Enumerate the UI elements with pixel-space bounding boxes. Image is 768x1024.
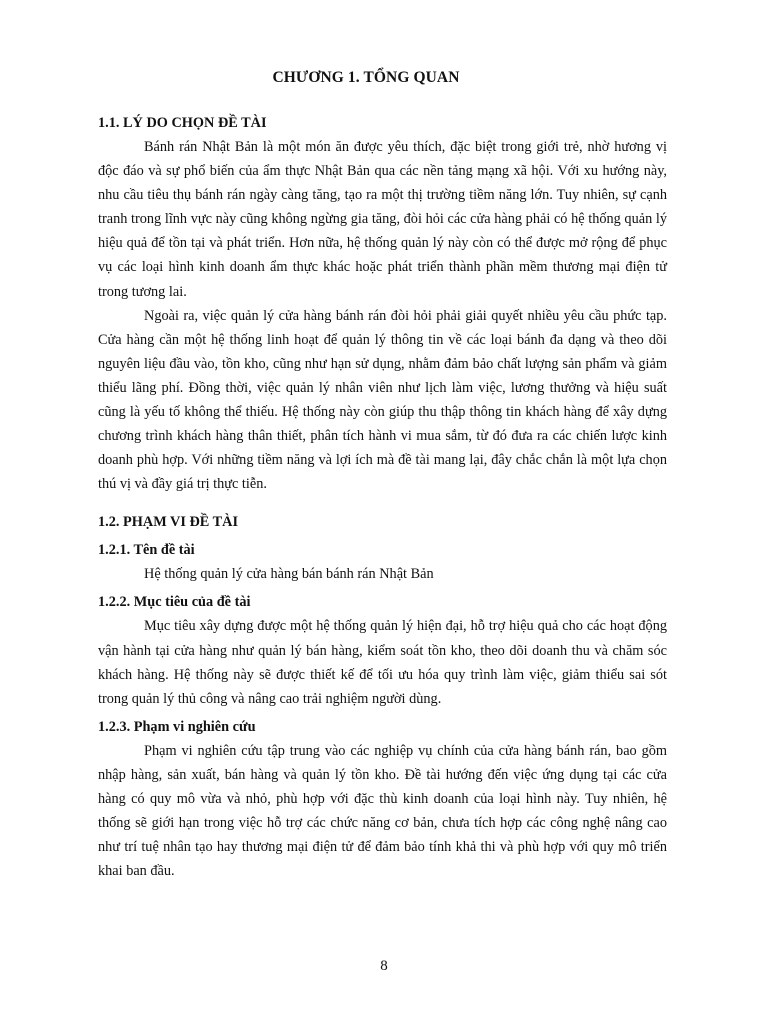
spacer <box>98 496 667 510</box>
page-content <box>98 111 667 883</box>
subsection-heading-research-scope: 1.2.3. Phạm vi nghiên cứu <box>98 718 256 735</box>
subsection-heading-topic-name: 1.2.1. Tên đề tài <box>98 542 195 559</box>
subsection-heading-objectives: 1.2.2. Mục tiêu của đề tài <box>98 594 251 611</box>
paragraph-reason-2: Ngoài ra, việc quản lý cửa hàng bánh rán đòi hỏi phải giải quyết nhiều yêu cầu phức tạp. Cửa hàng cần một hệ thống linh hoạt để quản lý thông tin về các loại bánh đa dạng và theo dõi nguyên liệu đầu vào, tồn kho, cũng như hạn sử dụng, nhằm đảm bảo chất lượng sản phẩm và giảm thiểu lãng phí. Đồng thời, việc quản lý nhân viên như lịch làm việc, lương thưởng và hiệu suất cũng là yếu tố không thể thiếu. Hệ thống này còn giúp thu thập thông tin khách hàng để xây dựng chương trình khách hàng thân thiết, phân tích hành vi mua sắm, từ đó đưa ra các chiến lược kinh doanh phù hợp. Với những tiềm năng và lợi ích mà đề tài mang lại, đây chắc chắn là một lựa chọn thú vị và đầy giá trị thực tiễn. <box>98 307 667 493</box>
chapter-title: CHƯƠNG 1. TỔNG QUAN <box>272 69 460 86</box>
section-heading-reason: 1.1. LÝ DO CHỌN ĐỀ TÀI <box>98 115 267 131</box>
paragraph-reason-1: Bánh rán Nhật Bản là một món ăn được yêu thích, đặc biệt trong giới trẻ, nhờ hương vị độc đáo và sự phổ biến của ẩm thực Nhật Bản qua các nền tảng mạng xã hội. Với xu hướng này, nhu cầu tiêu thụ bánh rán ngày càng tăng, tạo ra một thị trường tiềm năng lớn. Tuy nhiên, sự cạnh tranh trong lĩnh vực này cũng không ngừng gia tăng, đòi hỏi các cửa hàng phải có hệ thống quản lý hiệu quả để tồn tại và phát triển. Hơn nữa, hệ thống quản lý này còn có thể được mở rộng để phục vụ các loại hình kinh doanh ẩm thực khác hoặc phát triển thành phần mềm thương mại điện tử trong tương lai. <box>98 139 667 300</box>
section-heading-scope: 1.2. PHẠM VI ĐỀ TÀI <box>98 514 239 531</box>
topic-name-text: Hệ thống quản lý cửa hàng bán bánh rán Nhật Bản <box>144 566 434 583</box>
paragraph-objectives: Mục tiêu xây dựng được một hệ thống quản lý hiện đại, hỗ trợ hiệu quả cho các hoạt động vận hành tại cửa hàng như quản lý bán hàng, kiểm soát tồn kho, theo dõi doanh thu và chăm sóc khách hàng. Hệ thống này sẽ được thiết kế để tối ưu hóa quy trình làm việc, giảm thiểu sai sót trong quản lý thủ công và nâng cao trải nghiệm người dùng. <box>98 618 667 707</box>
page-number: 8 <box>380 958 388 974</box>
paragraph-research-scope: Phạm vi nghiên cứu tập trung vào các nghiệp vụ chính của cửa hàng bánh rán, bao gồm nhập hàng, sản xuất, bán hàng và quản lý tồn kho. Đề tài hướng đến việc ứng dụng tại các cửa hàng có quy mô vừa và nhỏ, phù hợp với đặc thù kinh doanh của loại hình này. Tuy nhiên, hệ thống sẽ giới hạn trong việc hỗ trợ các chức năng cơ bản, chưa tích hợp các công nghệ nâng cao như trí tuệ nhân tạo hay thương mại điện tử để đảm bảo tính khả thi và phù hợp với quy mô triển khai ban đầu. <box>98 742 667 880</box>
